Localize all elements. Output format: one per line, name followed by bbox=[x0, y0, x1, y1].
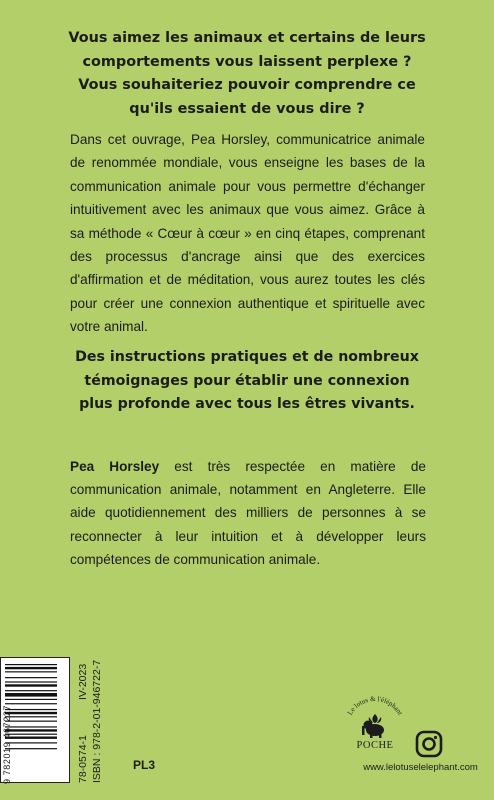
product-code: 78-0574-1 bbox=[77, 735, 89, 783]
imprint-name: POCHE bbox=[356, 740, 394, 751]
barcode-bar bbox=[5, 693, 57, 697]
barcode-bar bbox=[5, 664, 57, 665]
barcode-bar bbox=[5, 703, 57, 704]
barcode-bar bbox=[5, 712, 57, 714]
barcode-bars bbox=[5, 664, 57, 778]
printing-code: IV-2023 bbox=[77, 663, 89, 700]
barcode-bar bbox=[5, 729, 57, 731]
barcode-bar bbox=[5, 726, 57, 727]
headline-questions bbox=[40, 27, 454, 121]
barcode-bar bbox=[5, 748, 57, 749]
headline-line: qu'ils essaient de vous dire ? bbox=[129, 100, 365, 117]
price-code: PL3 bbox=[133, 758, 156, 772]
barcode-bar bbox=[5, 667, 57, 669]
author-bio bbox=[70, 455, 426, 571]
barcode-bar bbox=[5, 681, 57, 682]
instagram-icon[interactable] bbox=[415, 730, 443, 758]
barcode-digits: 9 782019 467227 bbox=[2, 704, 12, 784]
headline-line: Vous souhaiteriez pouvoir comprendre ce bbox=[78, 77, 416, 93]
barcode-bar bbox=[5, 671, 57, 672]
tagline-line: témoignages pour établir une connexion bbox=[84, 372, 410, 389]
author-name: Pea Horsley bbox=[70, 459, 160, 474]
barcode-bar bbox=[5, 721, 57, 722]
tagline bbox=[40, 346, 454, 417]
barcode-bar bbox=[5, 716, 57, 717]
book-description: Dans cet ouvrage, Pea Horsley, communicatrice animale de renommée mondiale, vous enseigne les bases de la communication animale pour vous permettre d'échanger intuitivement avec les animaux que vous aimez. Grâce à sa méthode « Cœur à cœur » en cinq étapes, comprenant des processus d'ancrage ainsi que des exercices d'affirmation et de méditation, vous aurez toutes les clés pour créer une connexion authentique et spirituelle avec votre animal. bbox=[70, 132, 425, 335]
barcode-bar bbox=[5, 734, 57, 735]
svg-text:Le lotus & l'éléphant bbox=[346, 695, 404, 717]
barcode-bar bbox=[5, 677, 57, 678]
barcode-bar bbox=[5, 684, 57, 686]
barcode-bar bbox=[5, 709, 57, 710]
author-bio-text: est très respectée en matière de communication animale, notamment en Angleterre. Elle aide quotidiennement des milliers de personnes à se reconnecter à leur intuition et à développer leurs compétences de communication animale. bbox=[70, 459, 426, 567]
tagline-line: plus profonde avec tous les êtres vivants. bbox=[79, 396, 415, 412]
elephant-icon bbox=[362, 714, 384, 738]
barcode-bar bbox=[5, 690, 57, 691]
barcode-bar bbox=[5, 737, 57, 739]
publisher-emblem bbox=[340, 688, 410, 743]
barcode-bar bbox=[5, 699, 57, 700]
isbn: ISBN : 978-2-01-946722-7 bbox=[91, 659, 103, 783]
headline-line: Vous aimez les animaux et certains de leurs bbox=[68, 30, 426, 46]
tagline-line: Des instructions pratiques et de nombreux bbox=[75, 349, 419, 365]
barcode-bar bbox=[5, 742, 57, 743]
website-link[interactable]: www.lelotuselelephant.com bbox=[363, 762, 478, 773]
publisher-arc-text: Le lotus & l'éléphant bbox=[345, 694, 405, 717]
headline-line: comportements vous laissent perplexe ? bbox=[82, 53, 412, 70]
